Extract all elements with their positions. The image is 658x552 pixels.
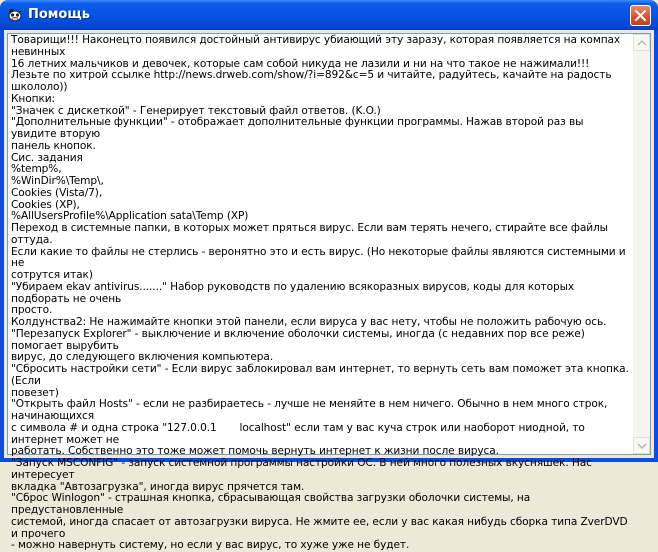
- scroll-down-button[interactable]: [633, 437, 650, 454]
- help-text-line: Cookies (XP),: [11, 198, 80, 211]
- help-text-line: "Перезапуск Explorer" - выключение и включение оболочки системы, иногда (с недавних пор все реже) помогает вырубить: [11, 327, 589, 352]
- title-bar[interactable]: [0, 0, 658, 30]
- help-text-line: работать. Собственно это тоже может помочь вернуть интернет к жизни после вируса.: [11, 445, 499, 458]
- help-text-line: "Открыть файл Hosts" - если не разбираетесь - лучше не меняйте в нем ничего. Обычно в нем много строк, начинающихся: [11, 398, 611, 422]
- window-client-area: [4, 30, 654, 552]
- window-title: Помощь: [28, 7, 90, 22]
- scroll-down-arrow-icon: [638, 443, 646, 449]
- scroll-up-button[interactable]: [633, 34, 650, 51]
- help-text-line: Лезьте по хитрой ссылке http://news.drweb.com/show/?i=892&c=5 и читайте, радуйтесь, качайте на радость школоло)): [11, 69, 615, 93]
- help-text-line: Переход в системные папки, в которых может пряться вирус. Если вам терять нечего, стирайте все файлы оттуда.: [11, 222, 612, 246]
- help-text-line: повезет): [11, 386, 59, 399]
- help-text-line: просто.: [11, 304, 53, 317]
- help-text-line: 16 летних мальчиков и девочек, которые сам собой никуда не лазили и ни на что такое не нажимали!!!: [11, 57, 590, 70]
- help-text-line: Товарищи!!! Наконецто появился достойный антивирус убиающий эту заразу, которая появляется на компах невинных: [11, 34, 624, 58]
- help-text: [11, 35, 631, 552]
- help-text-line: сотрутся итак): [11, 269, 93, 281]
- help-text-line: вкладка "Автозагрузка", иногда вирус прячется там.: [11, 480, 305, 493]
- help-text-line: Cookies (Vista/7),: [11, 186, 103, 199]
- vertical-scrollbar[interactable]: [633, 34, 650, 454]
- help-text-line: панель кнопок.: [11, 139, 96, 152]
- help-text-line: "Запуск MSCONFIG" - запуск системной программы настройки ОС. В ней много полезных вкусняшек. Нас интересует: [11, 457, 596, 481]
- help-text-line: %WinDir%\Temp\,: [11, 175, 104, 187]
- help-text-line: "Дополнительные функции" - отображает дополнительные функции программы. Нажав второй раз вы увидите вторую: [11, 116, 587, 140]
- help-text-line: системой, иногда спасает от автозагрузки вируса. Не жмите ее, если у вас какая нибудь сборка типа ZverDVD и прочего: [11, 515, 631, 540]
- scroll-up-arrow-icon: [638, 40, 646, 46]
- help-text-line: с символа # и одна строка "127.0.0.1 localhost" если там у вас куча строк или наоборот ниодной, то интернет может не: [11, 421, 589, 446]
- help-text-line: Сис. задания: [11, 151, 83, 164]
- close-button[interactable]: [630, 5, 651, 26]
- help-text-line: "Убираем ekav antivirus......." Набор руководств по удалению всякоразных вирусов, коды для которых подборать не очень: [11, 280, 578, 305]
- help-text-line: "Значек с дискеткой" - Генерирует текстовый файл ответов. (K.O.): [11, 104, 381, 117]
- help-text-line: вирус, до следующего включения компьютера.: [11, 351, 274, 364]
- help-text-area[interactable]: [7, 33, 651, 552]
- help-text-line: "Сбросить настройки сети" - Если вирус заблокировал вам интернет, то вернуть сеть вам поможет эта кнопка. (Если: [11, 363, 633, 387]
- help-text-line: Колдунства2: Не нажимайте кнопки этой панели, если вируса у вас нету, чтобы не положить рабочую ось.: [11, 316, 607, 328]
- help-text-line: %AllUsersProfile%\Application sata\Temp (XP): [11, 210, 249, 223]
- help-text-line: Если какие то файлы не стерлись - веронятно это и есть вирус. (Но некоторые файлы являются системными и не: [11, 245, 629, 270]
- help-text-line: %temp%,: [11, 163, 62, 176]
- close-icon: [635, 10, 646, 21]
- help-text-line: - можно навернуть систему, но если у вас вирус, то хуже уже не будет.: [11, 539, 410, 552]
- cow-icon: [7, 7, 23, 23]
- help-text-line: "Сброс Winlogon" - страшная кнопка, сбрасывающая свойства загрузки оболочки системы, на предустановленные: [11, 492, 534, 516]
- help-text-line: Кнопки:: [11, 92, 56, 105]
